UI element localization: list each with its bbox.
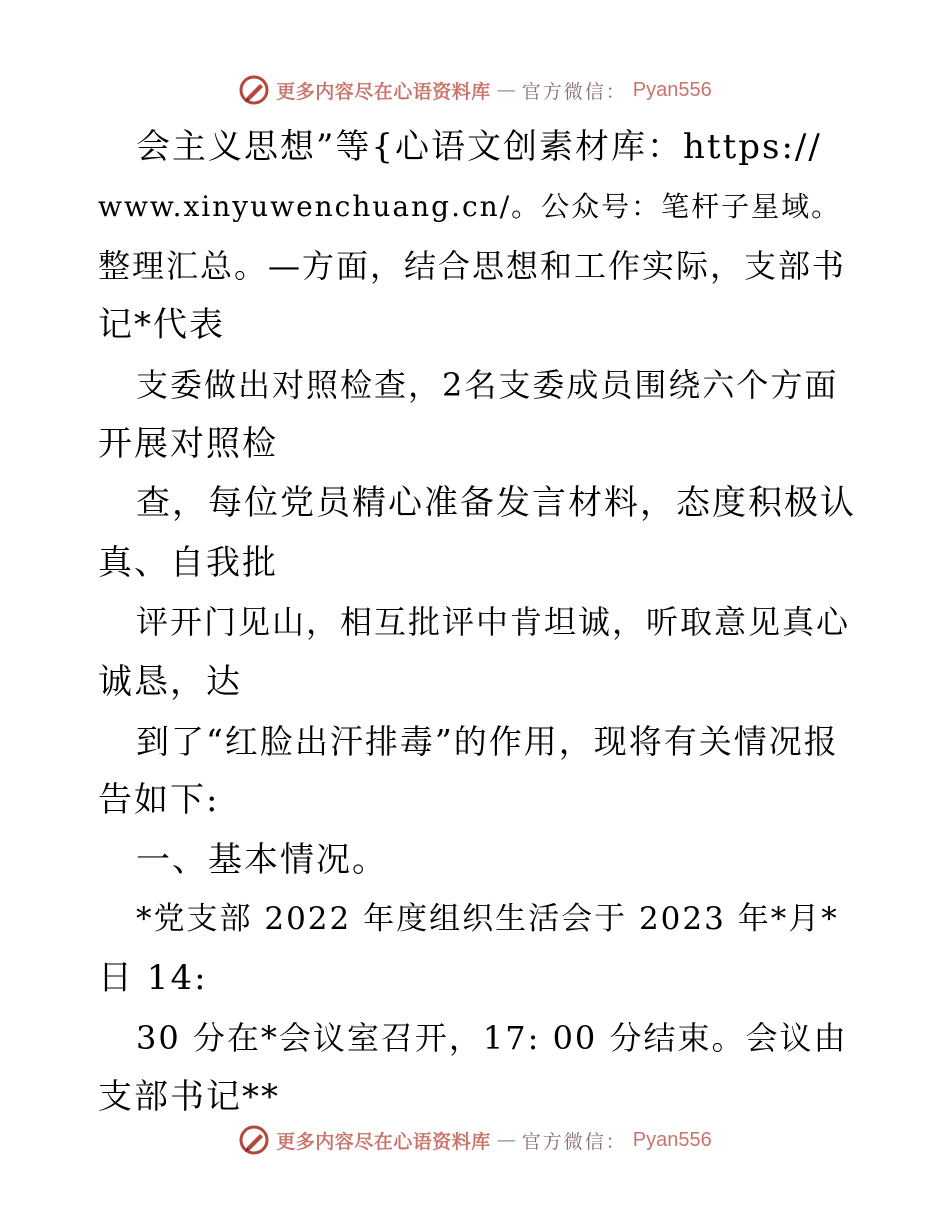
document-line: 会主义思想”等{心语文创素材库：https:// [136, 127, 822, 167]
document-line: 真、自我批 [98, 542, 278, 583]
document-line: 告如下: [98, 780, 220, 821]
watermark-wechat-id: Pyan556 [632, 1128, 712, 1151]
document-body [98, 118, 858, 1128]
watermark-separator: — [496, 1129, 516, 1151]
watermark-wechat-id: Pyan556 [632, 78, 712, 101]
document-line: 评开门见山，相互批评中肯坦诚，听取意见真心 [136, 603, 851, 642]
pen-logo-icon [238, 74, 270, 106]
document-line: 日 14: [98, 958, 208, 999]
header-watermark [0, 70, 950, 110]
watermark-main-text: 更多内容尽在心语资料库 [276, 80, 491, 103]
watermark-official-label: 官方微信： [521, 80, 627, 103]
document-line: 查，每位党员精心准备发言材料，态度积极认 [136, 483, 856, 524]
document-line: 支委做出对照检查，2名支委成员围绕六个方面 [136, 365, 839, 404]
document-line: *党支部 2022 年度组织生活会于 2023 年*月* [136, 901, 839, 938]
document-line: 整理汇总。—方面，结合思想和工作实际，支部书 [98, 246, 847, 285]
watermark-official-label: 官方微信： [521, 1130, 627, 1153]
document-line: 记*代表 [98, 305, 225, 346]
document-line: www.xinyuwenchuang.cn/。公众号：笔杆子星域。 [98, 190, 842, 224]
document-line: 一、基本情况。 [136, 839, 388, 880]
document-line: 开展对照检 [98, 423, 278, 464]
document-line: 30 分在*会议室召开，17: 00 分结束。会议由 [136, 1018, 848, 1057]
footer-watermark [0, 1120, 950, 1160]
document-line: 到了“红脸出汗排毒”的作用，现将有关情况报 [136, 721, 839, 761]
watermark-main-text: 更多内容尽在心语资料库 [276, 1130, 491, 1153]
watermark-separator: — [496, 79, 516, 101]
document-line: 支部书记** [98, 1077, 280, 1118]
document-line: 诚恳，达 [98, 661, 242, 702]
pen-logo-icon [238, 1124, 270, 1156]
